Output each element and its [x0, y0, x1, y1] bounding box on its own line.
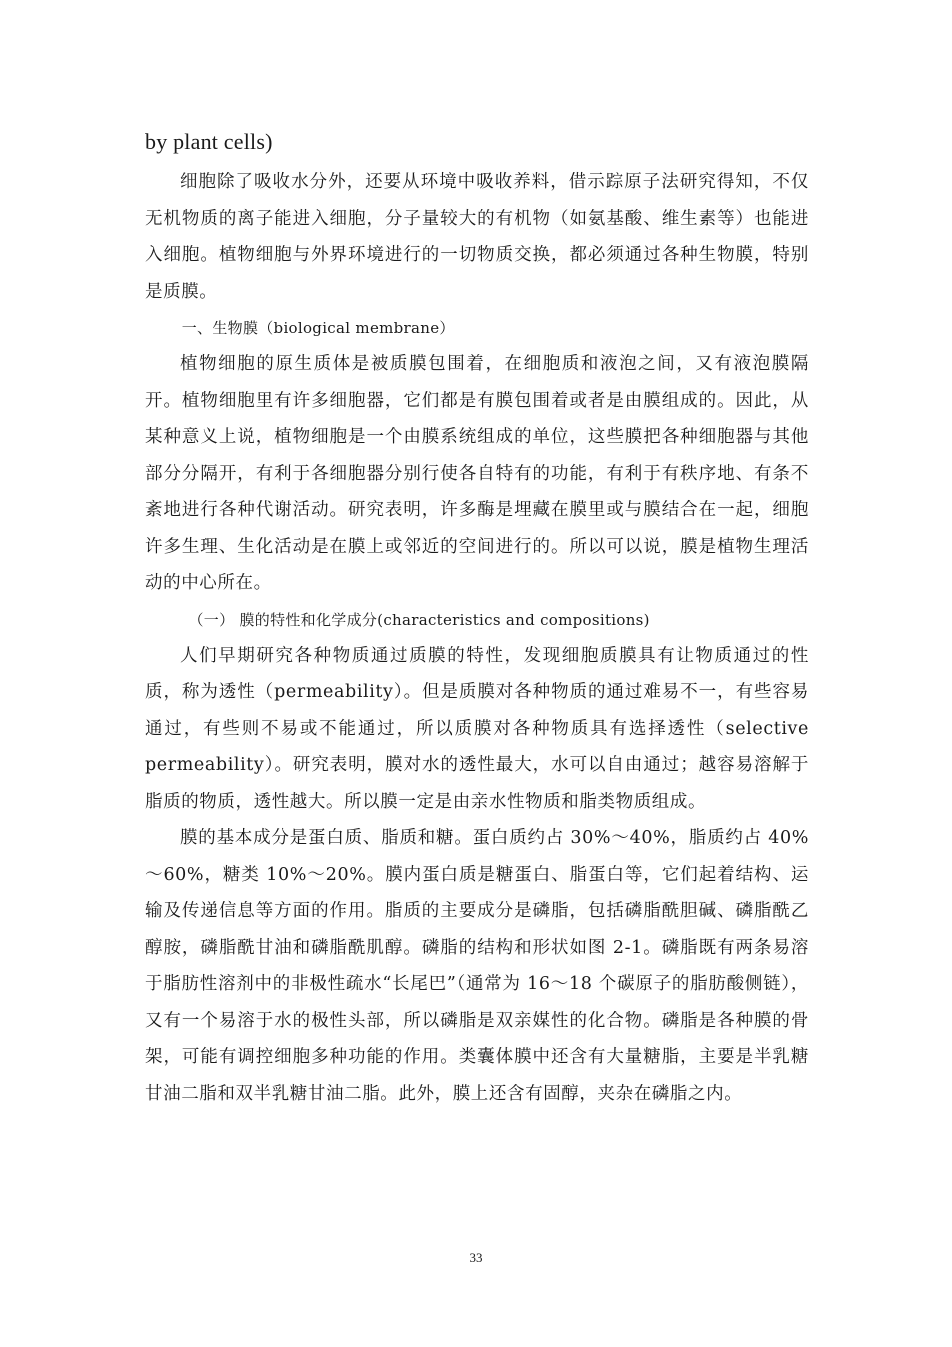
paragraph-intro: 细胞除了吸收水分外，还要从环境中吸收养料，借示踪原子法研究得知，不仅无机物质的离子能进入细胞，分子量较大的有机物（如氨基酸、维生素等）也能进入细胞。植物细胞与外界环境进行的一切物质交换，都必须通过各种生物膜，特别是质膜。: [145, 172, 809, 302]
page-number: 33: [469, 1250, 483, 1265]
heading-fragment: by plant cells): [145, 129, 273, 154]
section-title-biological-membrane: 一、生物膜（biological membrane）: [181, 319, 455, 337]
paragraph-composition: 膜的基本成分是蛋白质、脂质和糖。蛋白质约占 30%～40%，脂质约占 40%～60%，糖类 10%～20%。膜内蛋白质是糖蛋白、脂蛋白等，它们起着结构、运输及传递信息等方面的作用。脂质的主要成分是磷脂，包括磷脂酰胆碱、磷脂酰乙醇胺，磷脂酰甘油和磷脂酰肌醇。磷脂的结构和形状如图 2-1。磷脂既有两条易溶于脂肪性溶剂中的非极性疏水“长尾巴”（通常为 16～18 个碳原子的脂肪酸侧链），又有一个易溶于水的极性头部，所以磷脂是双亲媒性的化合物。磷脂是各种膜的骨架，可能有调控细胞多种功能的作用。类囊体膜中还含有大量糖脂，主要是半乳糖甘油二脂和双半乳糖甘油二脂。此外，膜上还含有固醇，夹杂在磷脂之内。: [145, 828, 809, 1104]
paragraph-permeability: 人们早期研究各种物质通过质膜的特性，发现细胞质膜具有让物质通过的性质，称为透性（permeability）。但是质膜对各种物质的通过难易不一，有些容易通过，有些则不易或不能通过，所以质膜对各种物质具有选择透性（selective permeability）。研究表明，膜对水的透性最大，水可以自由通过；越容易溶解于脂质的物质，透性越大。所以膜一定是由亲水性物质和脂类物质组成。: [145, 645, 809, 812]
subsection-title-characteristics: （一） 膜的特性和化学成分(characteristics and compositions): [188, 610, 650, 629]
paragraph-membrane-system: 植物细胞的原生质体是被质膜包围着，在细胞质和液泡之间，又有液泡膜隔开。植物细胞里有许多细胞器，它们都是有膜包围着或者是由膜组成的。因此，从某种意义上说，植物细胞是一个由膜系统组成的单位，这些膜把各种细胞器与其他部分分隔开，有利于各细胞器分别行使各自特有的功能，有利于有秩序地、有条不紊地进行各种代谢活动。研究表明，许多酶是埋藏在膜里或与膜结合在一起，细胞许多生理、生化活动是在膜上或邻近的空间进行的。所以可以说，膜是植物生理活动的中心所在。: [145, 354, 809, 593]
page-content: [145, 124, 809, 1112]
